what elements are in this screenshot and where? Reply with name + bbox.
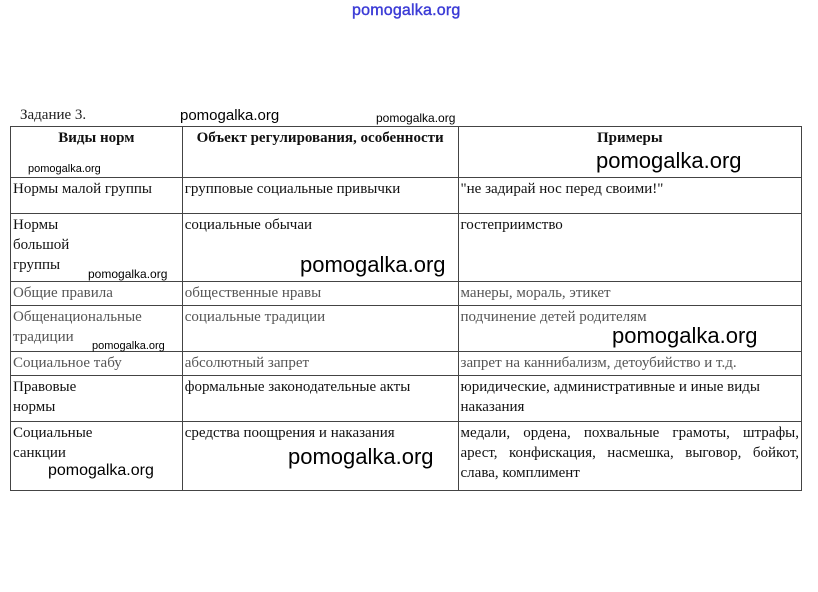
watermark: pomogalka.org <box>92 340 165 352</box>
header-norm-types: Виды норм <box>11 127 183 178</box>
cell-object: формальные законодательные акты <box>182 376 458 422</box>
cell-object: социальные обычаи <box>182 214 458 282</box>
table-row <box>11 282 802 306</box>
cell-example: юридические, административные и иные виды наказания <box>458 376 801 422</box>
cell-norm: Социальное табу <box>11 352 183 376</box>
cell-object: абсолютный запрет <box>182 352 458 376</box>
watermark: pomogalka.org <box>300 252 446 277</box>
cell-example: запрет на каннибализм, детоубийство и т.д. <box>458 352 801 376</box>
table-row <box>11 352 802 376</box>
cell-example: гостеприимство <box>458 214 801 282</box>
cell-norm: Общенациональные традиции <box>11 306 183 352</box>
task-title: Задание 3. <box>20 107 87 123</box>
table-row <box>11 376 802 422</box>
cell-example: "не задирай нос перед своими!" <box>458 178 801 214</box>
header-object: Объект регулирования, особенности <box>182 127 458 178</box>
cell-example: медали, ордена, похвальные грамоты, штрафы, арест, конфискация, насмешка, выговор, бойкот, слава, комплимент <box>458 422 801 491</box>
watermark-top: pomogalka.org <box>352 2 461 19</box>
header-examples: Примеры <box>458 127 801 178</box>
watermark: pomogalka.org <box>88 267 168 281</box>
watermark: pomogalka.org <box>180 107 280 124</box>
cell-example: манеры, мораль, этикет <box>458 282 801 306</box>
watermark: pomogalka.org <box>376 111 456 125</box>
cell-norm: Правовые нормы <box>11 376 183 422</box>
norms-table <box>10 126 802 491</box>
cell-norm: Социальные санкции <box>11 422 183 491</box>
cell-norm: Нормы малой группы <box>11 178 183 214</box>
watermark: pomogalka.org <box>48 462 154 479</box>
watermark: pomogalka.org <box>596 148 742 173</box>
cell-object: групповые социальные привычки <box>182 178 458 214</box>
cell-example: подчинение детей родителям <box>458 306 801 352</box>
cell-norm: Нормы большой группы <box>11 214 183 282</box>
cell-object: социальные традиции <box>182 306 458 352</box>
cell-object: общественные нравы <box>182 282 458 306</box>
watermark: pomogalka.org <box>288 444 434 469</box>
watermark: pomogalka.org <box>612 323 758 348</box>
cell-object: средства поощрения и наказания <box>182 422 458 491</box>
cell-norm: Общие правила <box>11 282 183 306</box>
watermark: pomogalka.org <box>28 163 101 175</box>
table-row <box>11 178 802 214</box>
